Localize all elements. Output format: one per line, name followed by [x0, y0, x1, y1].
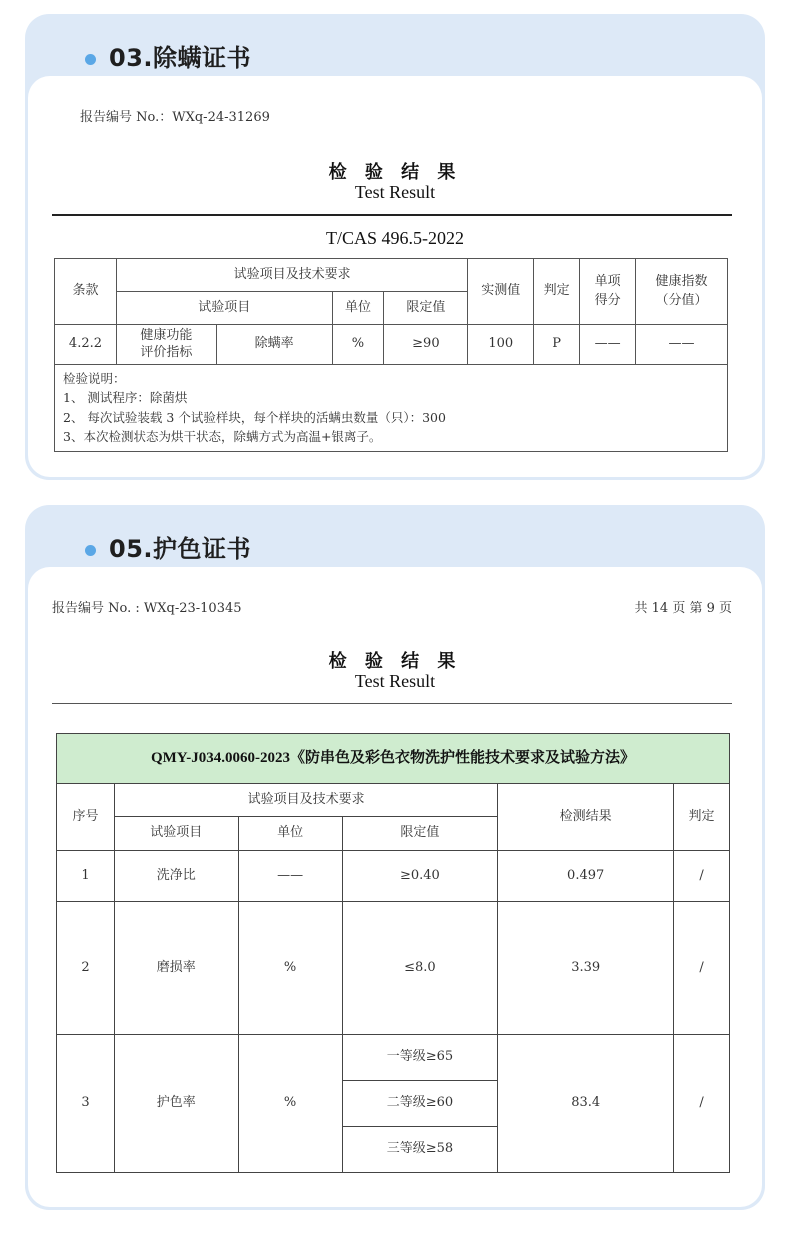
- report-number: 报告编号 No. : WXq-23-10345: [52, 601, 242, 616]
- note-line: 3、本次检测状态为烘干状态，除螨方式为高温+银离子。: [63, 429, 382, 445]
- header-limit: 限定值: [384, 292, 468, 325]
- cell-judge: /: [674, 1035, 730, 1173]
- section-title: 03.除螨证书: [109, 44, 252, 72]
- mite-result-table: [54, 258, 728, 452]
- bullet-dot-icon: [85, 54, 96, 65]
- section-header: [25, 505, 765, 569]
- report-number: 报告编号 No.：WXq-24-31269: [80, 110, 270, 125]
- title-divider: [52, 703, 732, 704]
- header-unit: 单位: [332, 292, 384, 325]
- result-title-en: Test Result: [354, 182, 436, 202]
- cell-unit: %: [238, 902, 342, 1035]
- section-mite-removal-certificate: [25, 14, 765, 480]
- header-health-index: 健康指数 （分值）: [636, 259, 728, 325]
- cell-score: ——: [580, 325, 636, 365]
- cell-unit: ——: [238, 851, 342, 902]
- bullet-dot-icon: [85, 545, 96, 556]
- cell-item: 磨损率: [114, 902, 238, 1035]
- cell-health: ——: [636, 325, 728, 365]
- result-title-cn: 检 验 结 果: [328, 162, 462, 183]
- cell-seq: 3: [57, 1035, 115, 1173]
- result-title-cn: 检 验 结 果: [328, 651, 462, 672]
- cell-clause: 4.2.2: [55, 325, 117, 365]
- note-line: 2、 每次试验装载 3 个试验样块，每个样块的活螨虫数量（只）：300: [63, 409, 446, 425]
- cell-limit-grade-3: 三等级≥58: [342, 1127, 498, 1173]
- certificate-document: [28, 76, 762, 477]
- cell-judge: /: [674, 902, 730, 1035]
- cell-judge: /: [674, 851, 730, 902]
- cell-measured: 100: [468, 325, 534, 365]
- table-row: [57, 851, 730, 902]
- section-color-care-certificate: [25, 505, 765, 1210]
- cell-category: 健康功能 评价指标: [116, 325, 216, 365]
- section-header: [25, 14, 765, 78]
- header-items-requirements: 试验项目及技术要求: [114, 784, 497, 817]
- page-info: 共 14 页 第 9 页: [634, 601, 732, 616]
- cell-limit-grade-2: 二等级≥60: [342, 1081, 498, 1127]
- note-line: 检验说明：: [63, 371, 126, 386]
- header-judge: 判定: [534, 259, 580, 325]
- cell-unit: %: [332, 325, 384, 365]
- cell-seq: 1: [57, 851, 115, 902]
- standard-code: T/CAS 496.5-2022: [325, 228, 464, 248]
- header-measured: 实测值: [468, 259, 534, 325]
- color-care-result-table: [56, 733, 730, 1173]
- table-row: [55, 325, 728, 365]
- cell-result: 83.4: [498, 1035, 674, 1173]
- cell-limit-grade-1: 一等级≥65: [342, 1035, 498, 1081]
- header-result: 检测结果: [498, 784, 674, 851]
- cell-unit: %: [238, 1035, 342, 1173]
- header-limit: 限定值: [342, 817, 498, 851]
- header-seq: 序号: [57, 784, 115, 851]
- cell-item: 洗净比: [114, 851, 238, 902]
- cell-seq: 2: [57, 902, 115, 1035]
- header-item: 试验项目: [114, 817, 238, 851]
- cell-item: 护色率: [114, 1035, 238, 1173]
- header-score: 单项 得分: [580, 259, 636, 325]
- cell-result: 3.39: [498, 902, 674, 1035]
- cell-judge: P: [534, 325, 580, 365]
- cell-limit: ≤8.0: [342, 902, 498, 1035]
- header-clause: 条款: [55, 259, 117, 325]
- title-divider: [52, 214, 732, 216]
- certificate-document: [28, 567, 762, 1207]
- section-title: 05.护色证书: [109, 535, 252, 563]
- test-notes: [55, 365, 728, 452]
- standard-title: QMY-J034.0060-2023《防串色及彩色衣物洗护性能技术要求及试验方法》: [57, 734, 730, 784]
- header-items-requirements: 试验项目及技术要求: [116, 259, 467, 292]
- header-item: 试验项目: [116, 292, 332, 325]
- table-row: [57, 902, 730, 1035]
- cell-item: 除螨率: [216, 325, 332, 365]
- table-row: [57, 1035, 730, 1081]
- result-title-en: Test Result: [354, 671, 436, 691]
- cell-result: 0.497: [498, 851, 674, 902]
- cell-limit: ≥0.40: [342, 851, 498, 902]
- header-unit: 单位: [238, 817, 342, 851]
- note-line: 1、 测试程序：除菌烘: [63, 390, 188, 406]
- header-judge: 判定: [674, 784, 730, 851]
- cell-limit: ≥90: [384, 325, 468, 365]
